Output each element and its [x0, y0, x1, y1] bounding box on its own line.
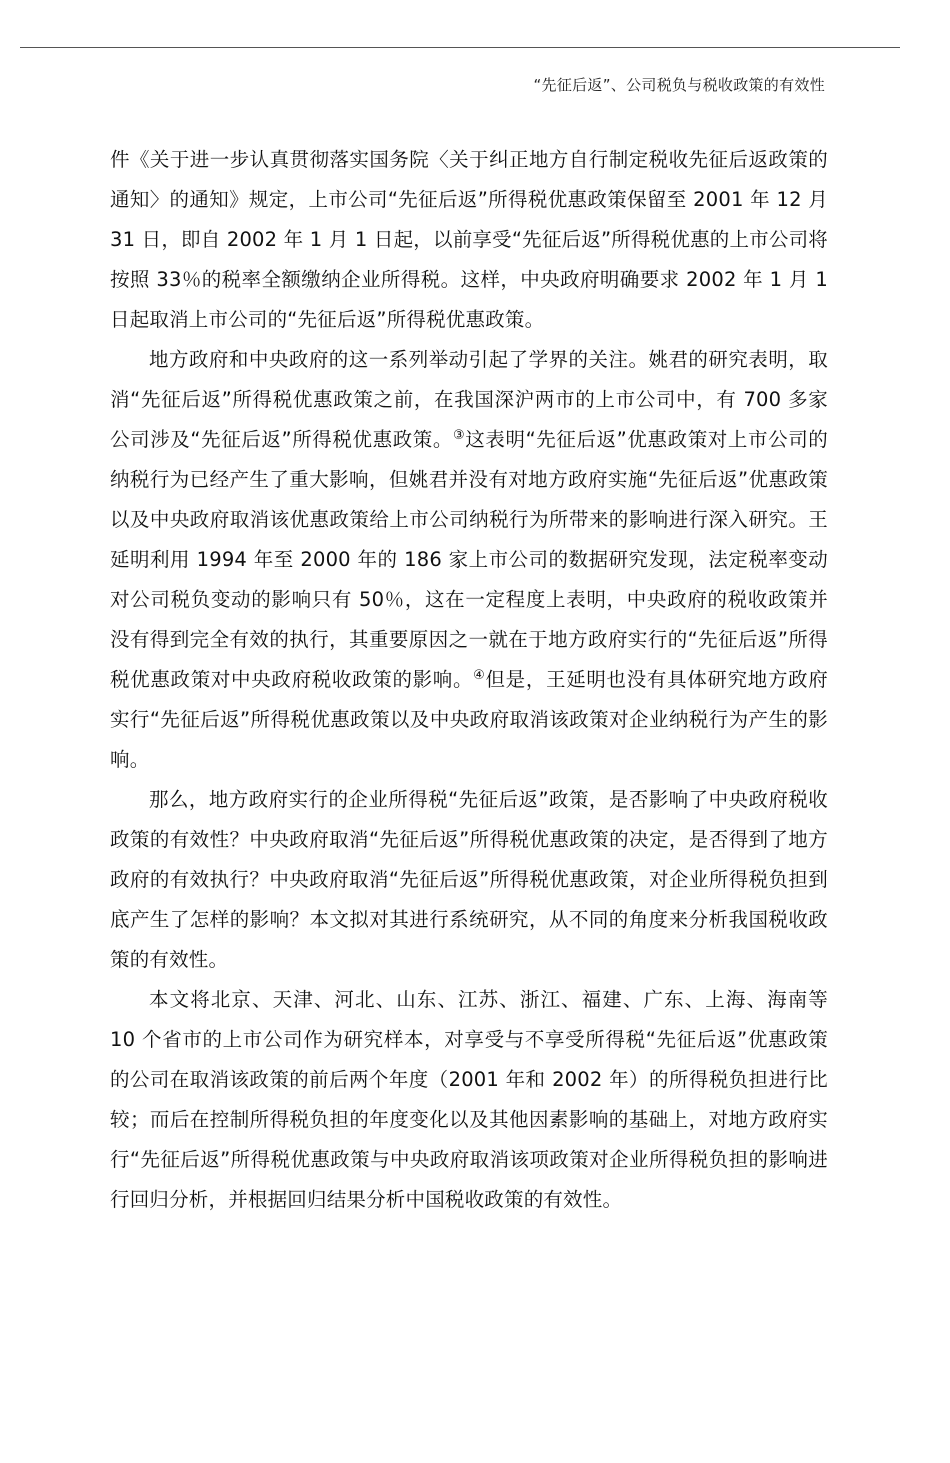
paragraph-4: 本文将北京、天津、河北、山东、江苏、浙江、福建、广东、上海、海南等 10 个省市的上市公司作为研究样本，对享受与不享受所得税“先征后返”优惠政策的公司在取消该政策的前后两个年度（2001 年和 2002 年）的所得税负担进行比较；而后在控制所得税负担的年度变化以及其他因素影响的基础上，对地方政府实行“先征后返”所得税优惠政策与中央政府取消该项政策对企业所得税负担的影响进行回归分析，并根据回归结果分析中国税收政策的有效性。 [110, 988, 828, 1211]
header-rule [20, 47, 900, 48]
footnote-mark-4: ④ [473, 668, 486, 683]
footnote-mark-3: ③ [453, 428, 466, 443]
article-body [110, 140, 828, 1220]
paragraph-2 [110, 340, 828, 780]
paragraph-2-part-a: 地方政府和中央政府的这一系列举动引起了学界的关注。姚君的研究表明，取消“先征后返”所得税优惠政策之前，在我国深沪两市的上市公司中，有 700 多家公司涉及“先征后返”所得税优惠政策。 [110, 348, 828, 451]
paragraph-3: 那么，地方政府实行的企业所得税“先征后返”政策，是否影响了中央政府税收政策的有效性？中央政府取消“先征后返”所得税优惠政策的决定，是否得到了地方政府的有效执行？中央政府取消“先征后返”所得税优惠政策，对企业所得税负担到底产生了怎样的影响？本文拟对其进行系统研究，从不同的角度来分析我国税收政策的有效性。 [110, 788, 828, 971]
running-title: “先征后返”、公司税负与税收政策的有效性 [533, 76, 825, 94]
paragraph-2-part-b: 这表明“先征后返”优惠政策对上市公司的纳税行为已经产生了重大影响，但姚君并没有对地方政府实施“先征后返”优惠政策以及中央政府取消该优惠政策给上市公司纳税行为所带来的影响进行深入研究。王延明利用 1994 年至 2000 年的 186 家上市公司的数据研究发现，法定税率变动对公司税负变动的影响只有 50％，这在一定程度上表明，中央政府的税收政策并没有得到完全有效的执行，其重要原因之一就在于地方政府实行的“先征后返”所得税优惠政策对中央政府税收政策的影响。 [110, 428, 828, 691]
paragraph-2-part-c: 但是，王延明也没有具体研究地方政府实行“先征后返”所得税优惠政策以及中央政府取消该政策对企业纳税行为产生的影响。 [110, 668, 829, 771]
paragraph-1: 件《关于进一步认真贯彻落实国务院〈关于纠正地方自行制定税收先征后返政策的通知〉的通知》规定，上市公司“先征后返”所得税优惠政策保留至 2001 年 12 月 31 日，即自 2002 年 1 月 1 日起，以前享受“先征后返”所得税优惠的上市公司将按照 33％的税率全额缴纳企业所得税。这样，中央政府明确要求 2002 年 1 月 1 日起取消上市公司的“先征后返”所得税优惠政策。 [110, 148, 828, 331]
